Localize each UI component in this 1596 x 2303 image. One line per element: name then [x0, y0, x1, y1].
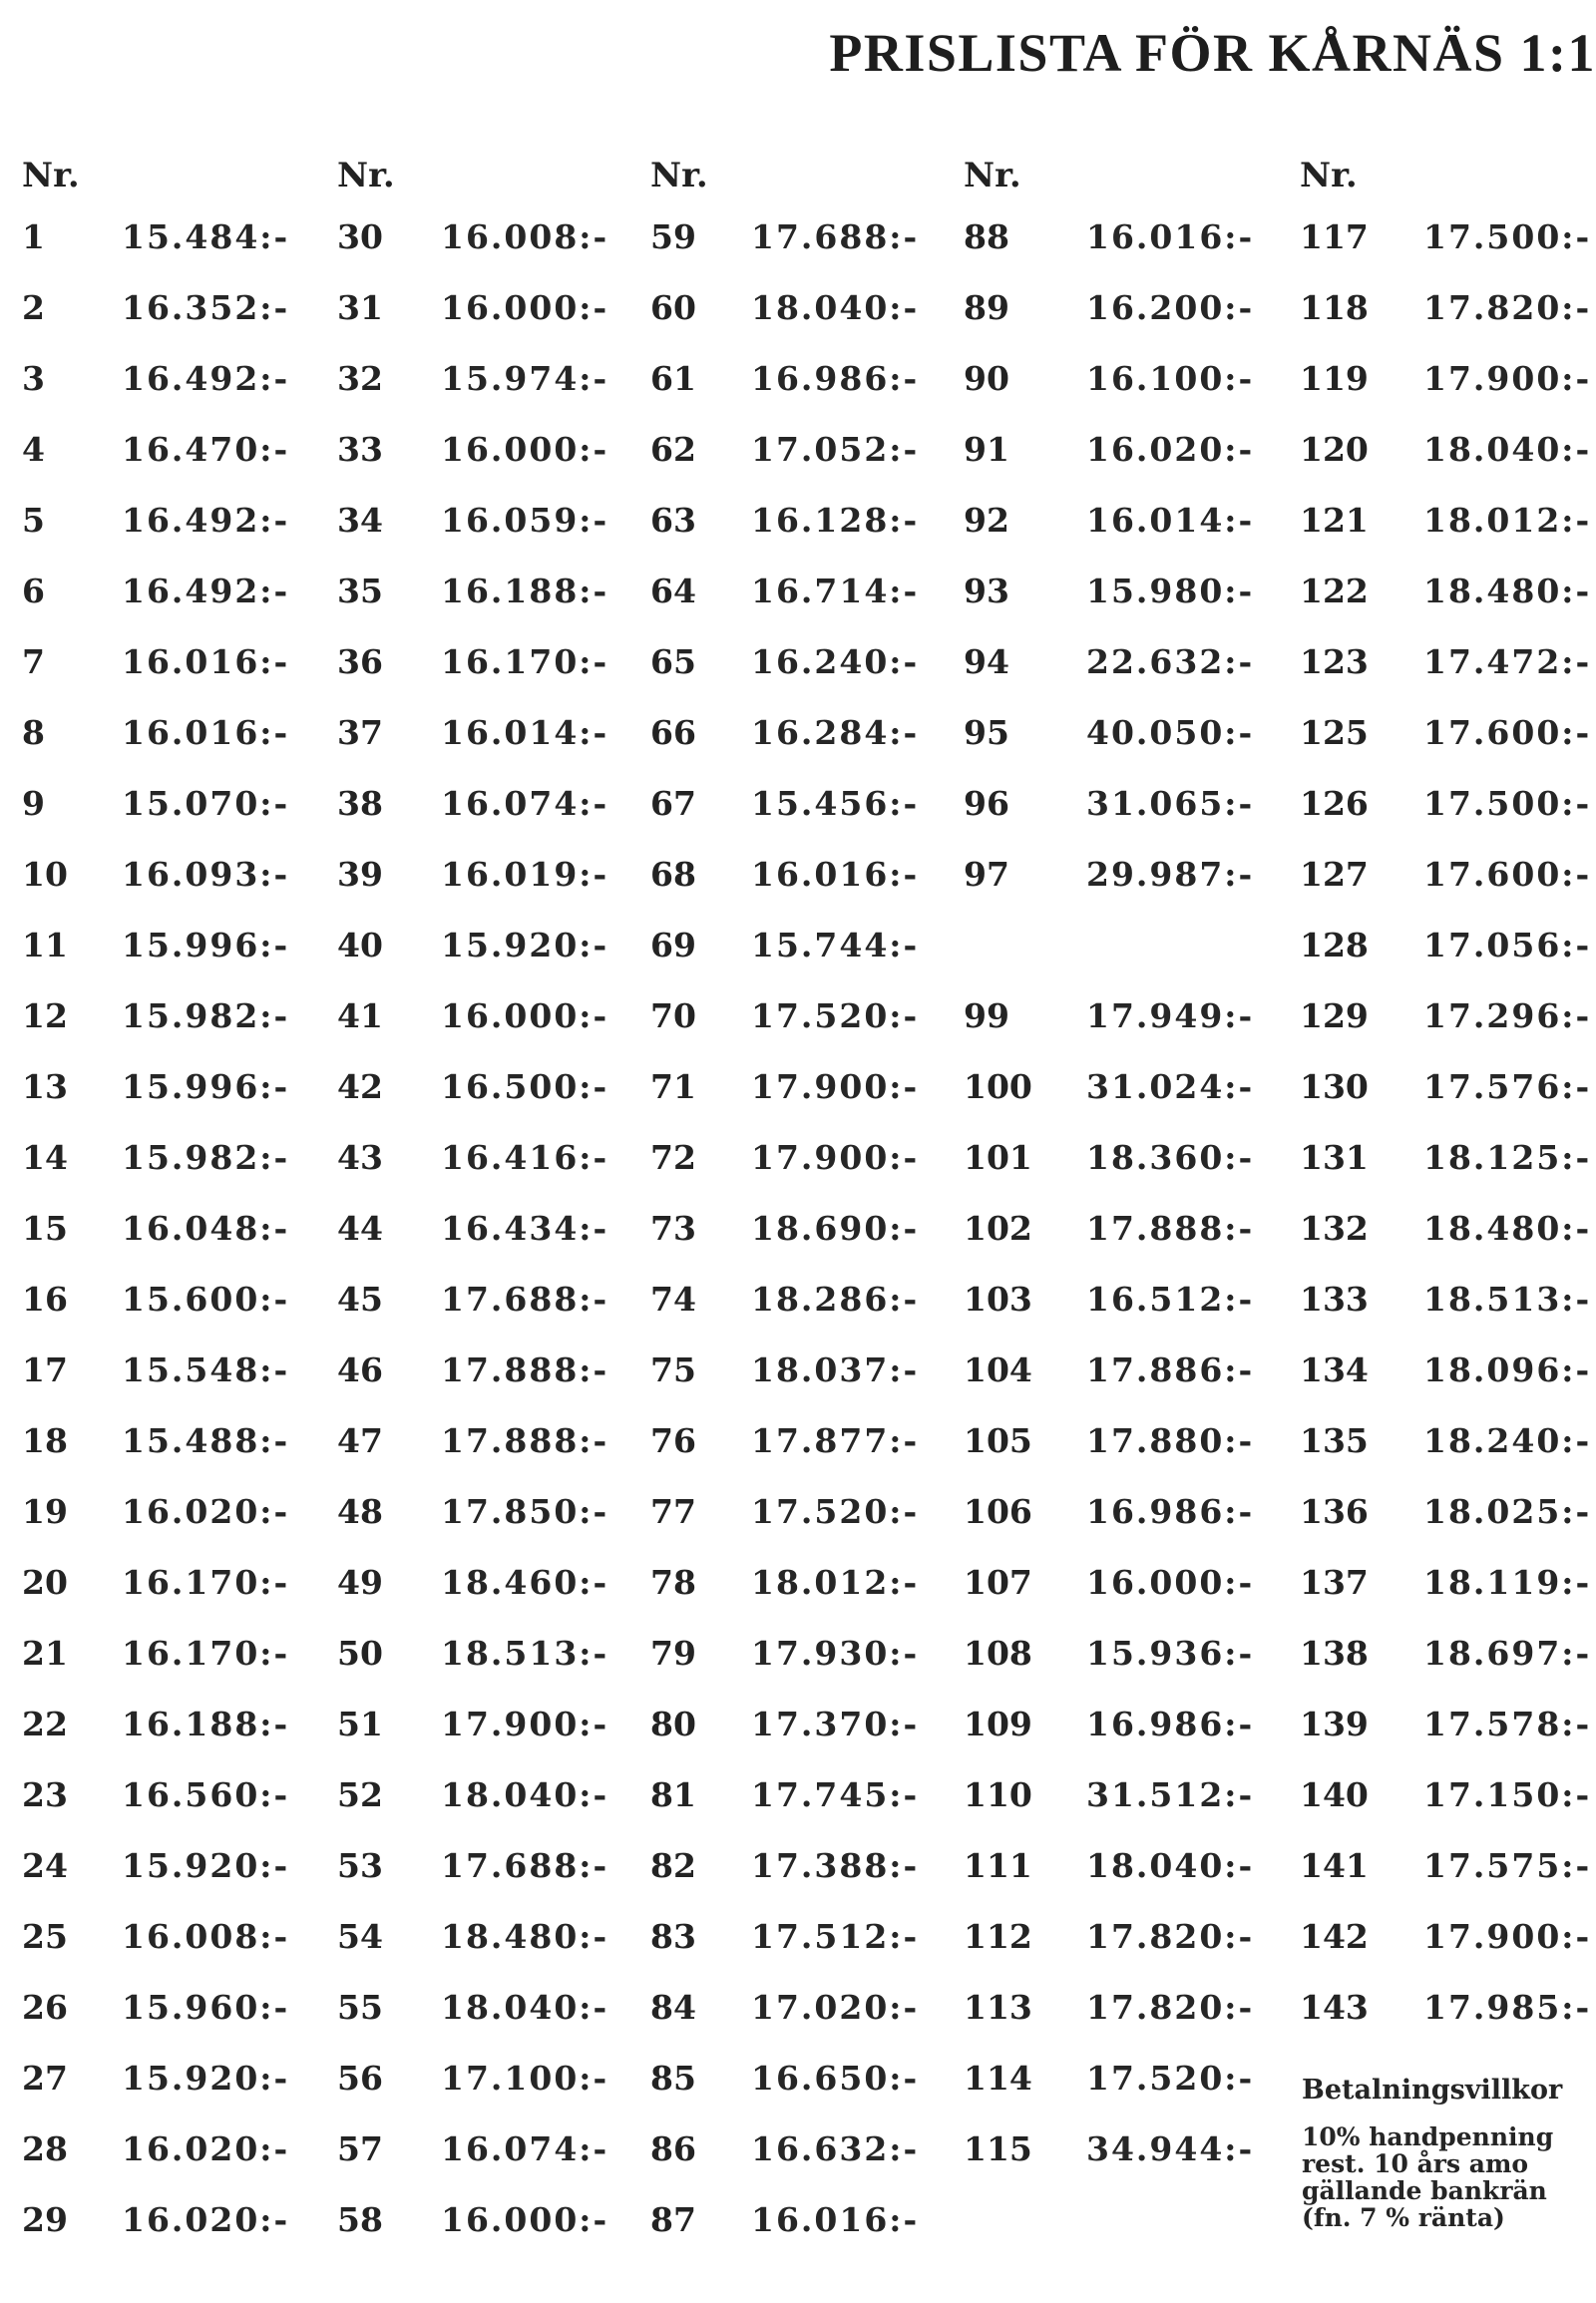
- lot-price: 34.944:-: [1086, 2129, 1255, 2168]
- lot-price: 17.985:-: [1423, 1988, 1592, 2027]
- payment-terms-heading: Betalningsvillkor: [1302, 2075, 1563, 2106]
- lot-price: 17.520:-: [1086, 2059, 1255, 2098]
- lot-number: 91: [964, 430, 1009, 469]
- lot-price: 17.575:-: [1423, 1846, 1592, 1885]
- lot-price: 16.188:-: [441, 572, 609, 610]
- lot-price: 16.470:-: [122, 430, 290, 469]
- lot-number: 15: [22, 1209, 68, 1248]
- lot-price: 16.492:-: [122, 572, 290, 610]
- lot-price: 15.996:-: [122, 926, 290, 964]
- lot-price: 18.513:-: [441, 1634, 609, 1673]
- lot-price: 18.012:-: [1423, 501, 1592, 540]
- lot-number: 65: [650, 642, 696, 681]
- lot-number: 111: [964, 1846, 1032, 1885]
- lot-number: 59: [650, 217, 696, 256]
- lot-number: 143: [1300, 1988, 1369, 2027]
- lot-number: 19: [22, 1492, 68, 1531]
- lot-number: 104: [964, 1350, 1032, 1389]
- lot-number: 141: [1300, 1846, 1369, 1885]
- lot-price: 17.688:-: [441, 1846, 609, 1885]
- lot-price: 18.460:-: [441, 1563, 609, 1602]
- lot-number: 136: [1300, 1492, 1369, 1531]
- lot-price: 18.697:-: [1423, 1634, 1592, 1673]
- lot-number: 26: [22, 1988, 68, 2027]
- lot-price: 17.056:-: [1423, 926, 1592, 964]
- lot-number: 85: [650, 2059, 696, 2098]
- lot-price: 17.930:-: [751, 1634, 920, 1673]
- lot-number: 92: [964, 501, 1009, 540]
- lot-number: 18: [22, 1421, 68, 1460]
- lot-number: 88: [964, 217, 1009, 256]
- lot-price: 16.492:-: [122, 501, 290, 540]
- lot-price: 22.632:-: [1086, 642, 1255, 681]
- lot-number: 120: [1300, 430, 1369, 469]
- lot-number: 44: [337, 1209, 383, 1248]
- lot-number: 79: [650, 1634, 696, 1673]
- lot-number: 80: [650, 1705, 696, 1743]
- lot-number: 43: [337, 1138, 383, 1177]
- lot-number: 58: [337, 2200, 383, 2239]
- lot-price: 15.982:-: [122, 996, 290, 1035]
- lot-number: 2: [22, 288, 45, 327]
- lot-price: 17.370:-: [751, 1705, 920, 1743]
- lot-number: 100: [964, 1067, 1032, 1106]
- lot-number: 108: [964, 1634, 1032, 1673]
- lot-number: 33: [337, 430, 383, 469]
- lot-price: 17.886:-: [1086, 1350, 1255, 1389]
- lot-price: 17.576:-: [1423, 1067, 1592, 1106]
- lot-price: 16.016:-: [751, 855, 920, 894]
- lot-number: 17: [22, 1350, 68, 1389]
- lot-number: 9: [22, 784, 45, 823]
- lot-price: 17.900:-: [1423, 359, 1592, 398]
- lot-number: 3: [22, 359, 45, 398]
- lot-price: 16.560:-: [122, 1775, 290, 1814]
- lot-number: 113: [964, 1988, 1032, 2027]
- lot-price: 15.936:-: [1086, 1634, 1255, 1673]
- lot-number: 128: [1300, 926, 1369, 964]
- lot-number: 72: [650, 1138, 696, 1177]
- lot-number: 119: [1300, 359, 1369, 398]
- lot-price: 18.690:-: [751, 1209, 920, 1248]
- lot-price: 18.240:-: [1423, 1421, 1592, 1460]
- lot-price: 16.000:-: [1086, 1563, 1255, 1602]
- lot-price: 17.688:-: [441, 1280, 609, 1319]
- payment-terms: [1302, 2075, 1596, 2231]
- lot-number: 97: [964, 855, 1009, 894]
- lot-price: 16.008:-: [441, 217, 609, 256]
- lot-number: 45: [337, 1280, 383, 1319]
- lot-price: 16.632:-: [751, 2129, 920, 2168]
- lot-price: 15.456:-: [751, 784, 920, 823]
- lot-price: 17.100:-: [441, 2059, 609, 2098]
- lot-price: 17.600:-: [1423, 713, 1592, 752]
- lot-number: 20: [22, 1563, 68, 1602]
- column-header: Nr.: [1300, 156, 1358, 195]
- lot-price: 16.986:-: [751, 359, 920, 398]
- lot-price: 15.488:-: [122, 1421, 290, 1460]
- lot-price: 15.484:-: [122, 217, 290, 256]
- lot-number: 82: [650, 1846, 696, 1885]
- lot-number: 133: [1300, 1280, 1369, 1319]
- lot-number: 117: [1300, 217, 1369, 256]
- lot-price: 18.040:-: [441, 1988, 609, 2027]
- lot-price: 17.888:-: [1086, 1209, 1255, 1248]
- lot-number: 102: [964, 1209, 1032, 1248]
- lot-number: 42: [337, 1067, 383, 1106]
- lot-price: 18.040:-: [441, 1775, 609, 1814]
- lot-price: 17.020:-: [751, 1988, 920, 2027]
- lot-number: 101: [964, 1138, 1032, 1177]
- lot-number: 48: [337, 1492, 383, 1531]
- lot-price: 15.070:-: [122, 784, 290, 823]
- lot-price: 16.000:-: [441, 996, 609, 1035]
- lot-price: 17.600:-: [1423, 855, 1592, 894]
- lot-price: 17.850:-: [441, 1492, 609, 1531]
- lot-number: 34: [337, 501, 383, 540]
- lot-number: 96: [964, 784, 1009, 823]
- lot-number: 41: [337, 996, 383, 1035]
- lot-number: 135: [1300, 1421, 1369, 1460]
- lot-price: 17.520:-: [751, 996, 920, 1035]
- lot-price: 16.492:-: [122, 359, 290, 398]
- lot-number: 83: [650, 1917, 696, 1956]
- lot-number: 13: [22, 1067, 68, 1106]
- lot-number: 53: [337, 1846, 383, 1885]
- lot-price: 18.360:-: [1086, 1138, 1255, 1177]
- lot-price: 18.012:-: [751, 1563, 920, 1602]
- lot-number: 126: [1300, 784, 1369, 823]
- lot-number: 86: [650, 2129, 696, 2168]
- lot-number: 137: [1300, 1563, 1369, 1602]
- lot-price: 18.040:-: [1423, 430, 1592, 469]
- lot-number: 94: [964, 642, 1009, 681]
- lot-number: 5: [22, 501, 45, 540]
- lot-price: 16.170:-: [122, 1563, 290, 1602]
- lot-price: 16.074:-: [441, 2129, 609, 2168]
- lot-price: 15.920:-: [441, 926, 609, 964]
- lot-number: 11: [22, 926, 68, 964]
- lot-price: 16.014:-: [441, 713, 609, 752]
- lot-price: 15.548:-: [122, 1350, 290, 1389]
- lot-number: 73: [650, 1209, 696, 1248]
- lot-price: 16.170:-: [441, 642, 609, 681]
- lot-number: 12: [22, 996, 68, 1035]
- lot-number: 35: [337, 572, 383, 610]
- lot-number: 123: [1300, 642, 1369, 681]
- lot-price: 31.024:-: [1086, 1067, 1255, 1106]
- lot-number: 105: [964, 1421, 1032, 1460]
- lot-number: 66: [650, 713, 696, 752]
- lot-price: 16.016:-: [1086, 217, 1255, 256]
- lot-number: 24: [22, 1846, 68, 1885]
- lot-number: 131: [1300, 1138, 1369, 1177]
- lot-number: 134: [1300, 1350, 1369, 1389]
- lot-number: 22: [22, 1705, 68, 1743]
- lot-price: 17.900:-: [1423, 1917, 1592, 1956]
- lot-number: 68: [650, 855, 696, 894]
- lot-price: 18.119:-: [1423, 1563, 1592, 1602]
- lot-price: 18.125:-: [1423, 1138, 1592, 1177]
- lot-price: 17.820:-: [1086, 1917, 1255, 1956]
- lot-price: 15.982:-: [122, 1138, 290, 1177]
- lot-number: 67: [650, 784, 696, 823]
- lot-price: 16.020:-: [122, 1492, 290, 1531]
- lot-number: 103: [964, 1280, 1032, 1319]
- lot-price: 15.960:-: [122, 1988, 290, 2027]
- lot-price: 18.513:-: [1423, 1280, 1592, 1319]
- lot-number: 55: [337, 1988, 383, 2027]
- lot-price: 17.500:-: [1423, 784, 1592, 823]
- lot-price: 15.600:-: [122, 1280, 290, 1319]
- lot-number: 71: [650, 1067, 696, 1106]
- lot-number: 1: [22, 217, 45, 256]
- lot-number: 62: [650, 430, 696, 469]
- lot-number: 90: [964, 359, 1009, 398]
- lot-number: 23: [22, 1775, 68, 1814]
- lot-number: 61: [650, 359, 696, 398]
- lot-price: 16.128:-: [751, 501, 920, 540]
- lot-number: 132: [1300, 1209, 1369, 1248]
- lot-price: 16.020:-: [1086, 430, 1255, 469]
- lot-price: 16.512:-: [1086, 1280, 1255, 1319]
- lot-number: 139: [1300, 1705, 1369, 1743]
- lot-price: 16.434:-: [441, 1209, 609, 1248]
- lot-price: 17.520:-: [751, 1492, 920, 1531]
- lot-number: 54: [337, 1917, 383, 1956]
- lot-number: 50: [337, 1634, 383, 1673]
- lot-price: 17.900:-: [751, 1138, 920, 1177]
- lot-price: 15.974:-: [441, 359, 609, 398]
- lot-price: 17.888:-: [441, 1421, 609, 1460]
- lot-number: 49: [337, 1563, 383, 1602]
- lot-number: 142: [1300, 1917, 1369, 1956]
- lot-price: 17.688:-: [751, 217, 920, 256]
- lot-price: 17.388:-: [751, 1846, 920, 1885]
- lot-price: 16.014:-: [1086, 501, 1255, 540]
- lot-price: 17.820:-: [1086, 1988, 1255, 2027]
- lot-price: 16.650:-: [751, 2059, 920, 2098]
- lot-price: 16.500:-: [441, 1067, 609, 1106]
- lot-price: 18.096:-: [1423, 1350, 1592, 1389]
- lot-number: 89: [964, 288, 1009, 327]
- payment-terms-line: (fn. 7 % ränta): [1302, 2203, 1505, 2231]
- lot-number: 6: [22, 572, 45, 610]
- lot-number: 51: [337, 1705, 383, 1743]
- lot-number: 78: [650, 1563, 696, 1602]
- lot-number: 81: [650, 1775, 696, 1814]
- lot-number: 27: [22, 2059, 68, 2098]
- lot-number: 125: [1300, 713, 1369, 752]
- lot-number: 140: [1300, 1775, 1369, 1814]
- lot-number: 115: [964, 2129, 1032, 2168]
- lot-price: 16.240:-: [751, 642, 920, 681]
- lot-number: 76: [650, 1421, 696, 1460]
- lot-price: 16.019:-: [441, 855, 609, 894]
- lot-number: 36: [337, 642, 383, 681]
- lot-price: 31.512:-: [1086, 1775, 1255, 1814]
- lot-price: 16.986:-: [1086, 1492, 1255, 1531]
- lot-price: 17.745:-: [751, 1775, 920, 1814]
- lot-price: 15.980:-: [1086, 572, 1255, 610]
- lot-number: 7: [22, 642, 45, 681]
- lot-price: 16.059:-: [441, 501, 609, 540]
- lot-price: 17.472:-: [1423, 642, 1592, 681]
- payment-terms-line: 10% handpenning: [1302, 2122, 1554, 2151]
- lot-number: 74: [650, 1280, 696, 1319]
- lot-number: 21: [22, 1634, 68, 1673]
- lot-number: 112: [964, 1917, 1032, 1956]
- lot-number: 28: [22, 2129, 68, 2168]
- lot-price: 18.480:-: [441, 1917, 609, 1956]
- lot-number: 56: [337, 2059, 383, 2098]
- lot-number: 114: [964, 2059, 1032, 2098]
- column-header: Nr.: [964, 156, 1021, 195]
- lot-number: 107: [964, 1563, 1032, 1602]
- column-header: Nr.: [337, 156, 395, 195]
- lot-number: 14: [22, 1138, 68, 1177]
- lot-number: 122: [1300, 572, 1369, 610]
- lot-price: 15.744:-: [751, 926, 920, 964]
- lot-price: 17.880:-: [1086, 1421, 1255, 1460]
- lot-price: 17.820:-: [1423, 288, 1592, 327]
- lot-number: 25: [22, 1917, 68, 1956]
- lot-price: 16.016:-: [122, 713, 290, 752]
- lot-price: 16.284:-: [751, 713, 920, 752]
- lot-price: 17.949:-: [1086, 996, 1255, 1035]
- lot-price: 16.986:-: [1086, 1705, 1255, 1743]
- lot-price: 17.888:-: [441, 1350, 609, 1389]
- lot-number: 38: [337, 784, 383, 823]
- lot-number: 39: [337, 855, 383, 894]
- lot-number: 77: [650, 1492, 696, 1531]
- lot-number: 57: [337, 2129, 383, 2168]
- lot-price: 17.900:-: [751, 1067, 920, 1106]
- lot-number: 8: [22, 713, 45, 752]
- lot-number: 99: [964, 996, 1009, 1035]
- lot-price: 15.996:-: [122, 1067, 290, 1106]
- lot-price: 17.578:-: [1423, 1705, 1592, 1743]
- lot-number: 16: [22, 1280, 68, 1319]
- payment-terms-line: gällande bankrän: [1302, 2176, 1547, 2205]
- lot-number: 106: [964, 1492, 1032, 1531]
- lot-price: 17.150:-: [1423, 1775, 1592, 1814]
- payment-terms-line: rest. 10 års amo: [1302, 2149, 1529, 2178]
- lot-number: 70: [650, 996, 696, 1035]
- lot-number: 75: [650, 1350, 696, 1389]
- lot-price: 18.037:-: [751, 1350, 920, 1389]
- lot-price: 17.900:-: [441, 1705, 609, 1743]
- lot-price: 16.000:-: [441, 430, 609, 469]
- lot-price: 18.040:-: [1086, 1846, 1255, 1885]
- lot-price: 18.040:-: [751, 288, 920, 327]
- lot-price: 18.025:-: [1423, 1492, 1592, 1531]
- lot-price: 16.188:-: [122, 1705, 290, 1743]
- page-title: PRISLISTA FÖR KÅRNÄS 1:1: [829, 23, 1596, 83]
- lot-price: 40.050:-: [1086, 713, 1255, 752]
- lot-price: 16.048:-: [122, 1209, 290, 1248]
- lot-price: 16.074:-: [441, 784, 609, 823]
- lot-price: 17.512:-: [751, 1917, 920, 1956]
- lot-number: 84: [650, 1988, 696, 2027]
- lot-number: 130: [1300, 1067, 1369, 1106]
- column-header: Nr.: [22, 156, 80, 195]
- lot-price: 16.020:-: [122, 2200, 290, 2239]
- lot-price: 17.296:-: [1423, 996, 1592, 1035]
- lot-price: 18.480:-: [1423, 572, 1592, 610]
- lot-number: 129: [1300, 996, 1369, 1035]
- lot-price: 16.020:-: [122, 2129, 290, 2168]
- lot-number: 47: [337, 1421, 383, 1460]
- lot-price: 16.714:-: [751, 572, 920, 610]
- lot-price: 16.000:-: [441, 2200, 609, 2239]
- lot-number: 121: [1300, 501, 1369, 540]
- lot-price: 16.352:-: [122, 288, 290, 327]
- lot-price: 16.000:-: [441, 288, 609, 327]
- lot-price: 15.920:-: [122, 1846, 290, 1885]
- lot-number: 52: [337, 1775, 383, 1814]
- lot-price: 16.100:-: [1086, 359, 1255, 398]
- lot-number: 29: [22, 2200, 68, 2239]
- lot-price: 16.016:-: [122, 642, 290, 681]
- lot-number: 93: [964, 572, 1009, 610]
- lot-price: 16.016:-: [751, 2200, 920, 2239]
- lot-number: 40: [337, 926, 383, 964]
- lot-price: 17.052:-: [751, 430, 920, 469]
- lot-number: 60: [650, 288, 696, 327]
- lot-price: 18.480:-: [1423, 1209, 1592, 1248]
- lot-number: 30: [337, 217, 383, 256]
- lot-price: 18.286:-: [751, 1280, 920, 1319]
- column-header: Nr.: [650, 156, 708, 195]
- lot-price: 17.500:-: [1423, 217, 1592, 256]
- lot-price: 16.200:-: [1086, 288, 1255, 327]
- lot-number: 87: [650, 2200, 696, 2239]
- lot-price: 16.008:-: [122, 1917, 290, 1956]
- lot-number: 63: [650, 501, 696, 540]
- lot-price: 16.416:-: [441, 1138, 609, 1177]
- lot-price: 15.920:-: [122, 2059, 290, 2098]
- lot-price: 31.065:-: [1086, 784, 1255, 823]
- lot-number: 95: [964, 713, 1009, 752]
- lot-number: 64: [650, 572, 696, 610]
- lot-price: 16.093:-: [122, 855, 290, 894]
- lot-number: 127: [1300, 855, 1369, 894]
- lot-price: 16.170:-: [122, 1634, 290, 1673]
- lot-number: 109: [964, 1705, 1032, 1743]
- lot-number: 37: [337, 713, 383, 752]
- lot-number: 32: [337, 359, 383, 398]
- lot-price: 17.877:-: [751, 1421, 920, 1460]
- lot-number: 4: [22, 430, 45, 469]
- lot-number: 31: [337, 288, 383, 327]
- lot-number: 118: [1300, 288, 1369, 327]
- lot-number: 138: [1300, 1634, 1369, 1673]
- lot-price: 29.987:-: [1086, 855, 1255, 894]
- lot-number: 46: [337, 1350, 383, 1389]
- lot-number: 10: [22, 855, 68, 894]
- lot-number: 69: [650, 926, 696, 964]
- lot-number: 110: [964, 1775, 1032, 1814]
